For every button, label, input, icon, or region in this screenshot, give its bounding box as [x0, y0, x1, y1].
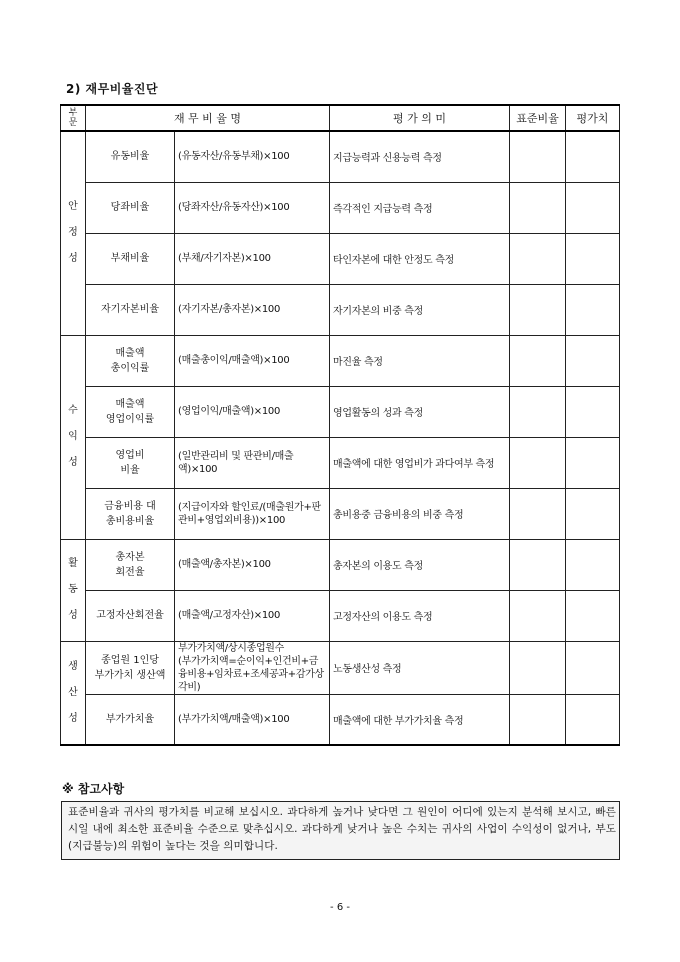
formula-cell: (매출액/총자본)×100 — [175, 539, 330, 590]
table-row — [61, 694, 620, 745]
ratio-name-cell: 매출액 영업이익률 — [86, 386, 175, 437]
formula-cell: (자기자본/총자본)×100 — [175, 284, 330, 335]
meaning-cell: 매출액에 대한 영업비가 과다여부 측정 — [330, 437, 510, 488]
table-row — [61, 386, 620, 437]
header-category-line: 부 — [68, 108, 78, 118]
table-row — [61, 488, 620, 539]
table-row — [61, 641, 620, 694]
evaluation-cell — [566, 386, 620, 437]
standard-ratio-cell — [510, 488, 566, 539]
category-cell — [61, 539, 86, 641]
meaning-cell: 즉각적인 지급능력 측정 — [330, 182, 510, 233]
standard-ratio-cell — [510, 590, 566, 641]
ratio-name-cell: 금융비용 대 총비용비율 — [86, 488, 175, 539]
meaning-cell: 노동생산성 측정 — [330, 641, 510, 694]
ratio-name-cell: 고정자산회전율 — [86, 590, 175, 641]
category-char: 활 — [68, 558, 78, 569]
header-standard-ratio: 표준비율 — [510, 105, 566, 131]
evaluation-cell — [566, 539, 620, 590]
meaning-cell: 마진율 측정 — [330, 335, 510, 386]
meaning-cell: 총자본의 이용도 측정 — [330, 539, 510, 590]
standard-ratio-cell — [510, 386, 566, 437]
ratio-name-cell: 유동비율 — [86, 131, 175, 182]
formula-cell: (유동자산/유동부채)×100 — [175, 131, 330, 182]
meaning-cell: 매출액에 대한 부가가치율 측정 — [330, 694, 510, 745]
formula-cell: (영업이익/매출액)×100 — [175, 386, 330, 437]
category-char: 수 — [68, 405, 78, 416]
page-number: - 6 - — [330, 902, 350, 913]
table-row — [61, 539, 620, 590]
meaning-cell: 타인자본에 대한 안정도 측정 — [330, 233, 510, 284]
standard-ratio-cell — [510, 641, 566, 694]
evaluation-cell — [566, 335, 620, 386]
meaning-cell: 총비용중 금융비용의 비중 측정 — [330, 488, 510, 539]
ratio-name-cell: 부가가치율 — [86, 694, 175, 745]
table-row — [61, 284, 620, 335]
header-ratio-name: 재 무 비 율 명 — [86, 105, 330, 131]
category-char: 안 — [68, 201, 78, 213]
ratio-name-cell: 당좌비율 — [86, 182, 175, 233]
financial-ratio-table — [60, 104, 620, 746]
standard-ratio-cell — [510, 335, 566, 386]
meaning-cell: 지급능력과 신용능력 측정 — [330, 131, 510, 182]
section-title: 2) 재무비율진단 — [66, 82, 159, 96]
table-row — [61, 182, 620, 233]
evaluation-cell — [566, 182, 620, 233]
meaning-cell: 자기자본의 비중 측정 — [330, 284, 510, 335]
table-row — [61, 590, 620, 641]
category-char: 성 — [68, 610, 78, 621]
standard-ratio-cell — [510, 131, 566, 182]
table-row — [61, 131, 620, 182]
category-cell — [61, 131, 86, 335]
category-cell — [61, 641, 86, 745]
formula-cell: (매출총이익/매출액)×100 — [175, 335, 330, 386]
evaluation-cell — [566, 437, 620, 488]
table-row — [61, 335, 620, 386]
standard-ratio-cell — [510, 539, 566, 590]
ratio-name-cell: 영업비 비율 — [86, 437, 175, 488]
evaluation-cell — [566, 284, 620, 335]
header-category — [61, 105, 86, 131]
category-char: 성 — [68, 253, 78, 265]
table-row — [61, 437, 620, 488]
formula-cell: (지급이자와 할인료/(매출원가+판관비+영업외비용))×100 — [175, 488, 330, 539]
formula-cell: 부가가치액/상시종업원수 (부가가치액=순이익+인건비+금융비용+임차료+조세공과+감가상각비) — [175, 641, 330, 694]
ratio-name-cell: 매출액 총이익률 — [86, 335, 175, 386]
header-meaning: 평 가 의 미 — [330, 105, 510, 131]
standard-ratio-cell — [510, 437, 566, 488]
header-category-line: 문 — [68, 118, 78, 128]
category-char: 산 — [68, 686, 78, 698]
ratio-name-cell: 부채비율 — [86, 233, 175, 284]
evaluation-cell — [566, 694, 620, 745]
reference-title: ※ 참고사항 — [62, 782, 125, 796]
category-cell — [61, 335, 86, 539]
formula-cell: (매출액/고정자산)×100 — [175, 590, 330, 641]
table-header-row — [61, 105, 620, 131]
formula-cell: (부가가치액/매출액)×100 — [175, 694, 330, 745]
standard-ratio-cell — [510, 284, 566, 335]
standard-ratio-cell — [510, 182, 566, 233]
standard-ratio-cell — [510, 233, 566, 284]
evaluation-cell — [566, 590, 620, 641]
category-char: 성 — [68, 712, 78, 724]
formula-cell: (부채/자기자본)×100 — [175, 233, 330, 284]
ratio-name-cell: 자기자본비율 — [86, 284, 175, 335]
evaluation-cell — [566, 131, 620, 182]
reference-box: 표준비율과 귀사의 평가치를 비교해 보십시오. 과다하게 높거나 낮다면 그 원인이 어디에 있는지 분석해 보시고, 빠른 시일 내에 최소한 표준비율 수준으로 맞추십시오. 과다하게 낮거나 높은 수치는 귀사의 사업이 수익성이 없거나, 부도(지급불능)의 위험이 높다는 것을 의미합니다. — [61, 801, 620, 860]
category-char: 익 — [68, 431, 78, 442]
category-char: 동 — [68, 584, 78, 595]
meaning-cell: 고정자산의 이용도 측정 — [330, 590, 510, 641]
ratio-name-cell: 종업원 1인당 부가가치 생산액 — [86, 641, 175, 694]
meaning-cell: 영업활동의 성과 측정 — [330, 386, 510, 437]
formula-cell: (당좌자산/유동자산)×100 — [175, 182, 330, 233]
evaluation-cell — [566, 641, 620, 694]
evaluation-cell — [566, 488, 620, 539]
category-char: 정 — [68, 227, 78, 239]
evaluation-cell — [566, 233, 620, 284]
header-evaluation: 평가치 — [566, 105, 620, 131]
standard-ratio-cell — [510, 694, 566, 745]
category-char: 성 — [68, 457, 78, 468]
ratio-name-cell: 총자본 회전율 — [86, 539, 175, 590]
formula-cell: (일반관리비 및 판관비/매출액)×100 — [175, 437, 330, 488]
table-row — [61, 233, 620, 284]
category-char: 생 — [68, 660, 78, 672]
